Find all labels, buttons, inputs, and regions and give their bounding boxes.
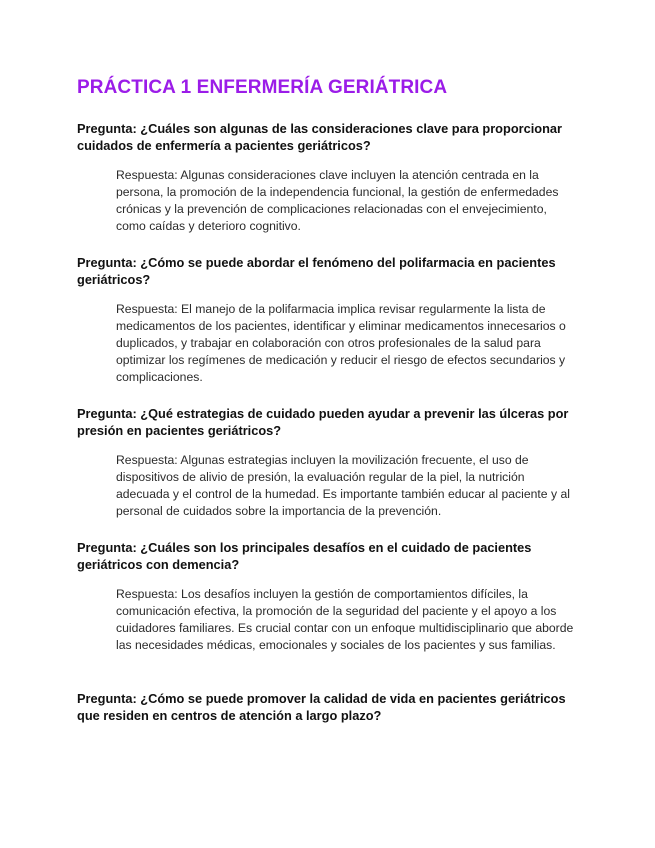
question-text: Pregunta: ¿Cómo se puede promover la calidad de vida en pacientes geriátricos que residen en centros de atención a largo plazo? (77, 691, 566, 723)
qa-block-5 (77, 690, 577, 724)
answer-text: Respuesta: Algunas consideraciones clave incluyen la atención centrada en la persona, la promoción de la independencia funcional, la gestión de enfermedades crónicas y la prevención de complicaciones relacionadas con el envejecimiento, como caídas y deterioro cognitivo. (116, 168, 559, 233)
answer-text: Respuesta: Los desafíos incluyen la gestión de comportamientos difíciles, la comunicación efectiva, la promoción de la seguridad del paciente y el apoyo a los cuidadores familiares. Es crucial contar con un enfoque multidisciplinario que aborde las necesidades médicas, emocionales y sociales de los pacientes y sus familias. (116, 587, 574, 652)
document-title: PRÁCTICA 1 ENFERMERÍA GERIÁTRICA (77, 77, 448, 98)
question-text: Pregunta: ¿Cuáles son algunas de las consideraciones clave para proporcionar cuidados de enfermería a pacientes geriátricos? (77, 121, 563, 153)
question-text: Pregunta: ¿Cómo se puede abordar el fenómeno del polifarmacia en pacientes geriátricos? (77, 255, 556, 287)
answer-text: Respuesta: El manejo de la polifarmacia implica revisar regularmente la lista de medicamentos de los pacientes, identificar y eliminar medicamentos innecesarios o duplicados, y trabajar en colaboración con otros profesionales de la salud para optimizar los regímenes de medicación y reducir el riesgo de efectos secundarios y complicaciones. (116, 302, 566, 384)
answer-text: Respuesta: Algunas estrategias incluyen la movilización frecuente, el uso de dispositivos de alivio de presión, la evaluación regular de la piel, la nutrición adecuada y el control de la humedad. Es importante también educar al paciente y al personal de cuidados sobre la importancia de la prevención. (116, 453, 570, 518)
qa-block-1 (77, 120, 577, 235)
qa-block-2 (77, 254, 577, 386)
question-text: Pregunta: ¿Qué estrategias de cuidado pueden ayudar a prevenir las úlceras por presión en pacientes geriátricos? (77, 406, 569, 438)
qa-block-3 (77, 405, 577, 520)
qa-block-4 (77, 539, 577, 654)
question-text: Pregunta: ¿Cuáles son los principales desafíos en el cuidado de pacientes geriátricos con demencia? (77, 540, 532, 572)
